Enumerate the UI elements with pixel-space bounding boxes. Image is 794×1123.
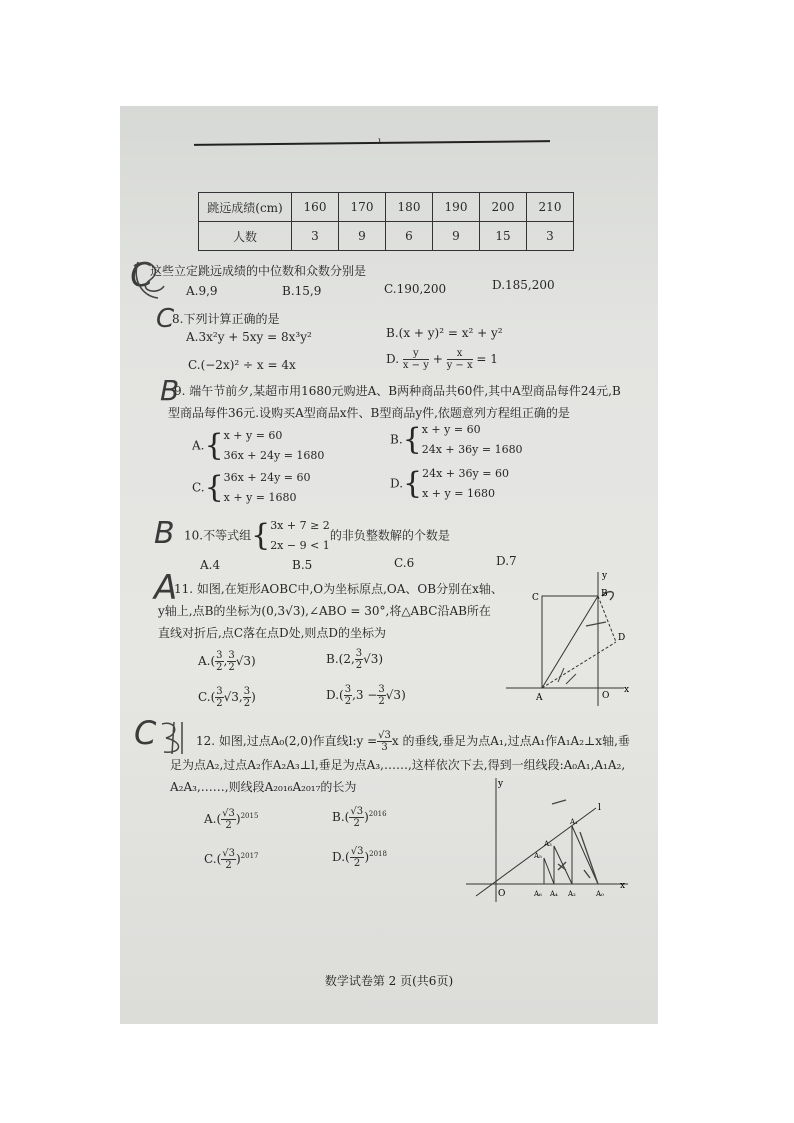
- q9-option-a: [192, 426, 324, 466]
- q8-option-d: D. $\frac{y}{x - y}$ + $\frac{x}{y - x}$ = 1: [386, 348, 498, 371]
- point-label-a1: A₁: [570, 818, 578, 826]
- handwritten-answer-q7: C: [127, 254, 155, 296]
- point-label-a2: A₂: [568, 890, 576, 898]
- fraction: [403, 348, 429, 371]
- option-tail: √3): [363, 652, 384, 666]
- q12-option-d: D.( $\frac{√3}{2}$ )$^{2018}$: [332, 846, 387, 869]
- axis-label-y: y: [498, 779, 504, 789]
- q7-option-d: D.185,200: [492, 278, 555, 292]
- q12-line1-tail: x 的垂线,垂足为点A₁,过点A₁作A₁A₂⊥x轴,垂: [391, 734, 630, 748]
- question-9-line1: 9. 端午节前夕,某超市用1680元购进A、B两种商品共60件,其中A型商品每件24元,B: [174, 384, 621, 398]
- q8-option-c: C.(−2x)² ÷ x = 4x: [188, 358, 296, 372]
- option-label: B.(2,: [326, 652, 355, 666]
- table-cell: 9: [433, 222, 480, 251]
- equation-system: [422, 464, 509, 504]
- brace: {: [204, 470, 224, 505]
- handwritten-answer-q9: B: [160, 374, 180, 407]
- fraction-numerator: 3: [355, 648, 363, 659]
- fraction-numerator: 3: [216, 686, 223, 697]
- question-11-line3: 直线对折后,点C落在点D处,则点D的坐标为: [158, 626, 387, 640]
- table-row: [199, 193, 574, 222]
- table-header-cell: 人数: [199, 222, 292, 251]
- question-11-line1: 11. 如图,在矩形AOBC中,O为坐标原点,OA、OB分别在x轴、: [174, 582, 503, 596]
- q7-option-c: C.190,200: [384, 282, 447, 296]
- q10-option-b: B.5: [292, 558, 313, 572]
- handwritten-answer-q12: C: [134, 714, 157, 752]
- point-label-d: D: [618, 633, 626, 643]
- fraction-denominator: 2: [243, 698, 251, 709]
- q9-option-c: [192, 468, 311, 508]
- exponent: 2015: [240, 812, 259, 820]
- table-cell: 3: [292, 222, 339, 251]
- fraction: [377, 730, 392, 753]
- fraction: [243, 686, 251, 709]
- option-label: C.(: [198, 690, 216, 704]
- fraction: [377, 684, 385, 707]
- q11-option-c: [198, 686, 256, 709]
- fraction-denominator: 2: [225, 860, 232, 871]
- table-cell: 200: [480, 193, 527, 222]
- scribble-mark: [158, 718, 194, 758]
- axis-label-x: x: [620, 881, 626, 891]
- fraction: [215, 650, 223, 673]
- point-label-a5: A₅: [534, 852, 542, 860]
- q12-option-c: C.( $\frac{√3}{2}$ )$^{2017}$: [204, 848, 259, 871]
- point-label-a3: A₃: [544, 840, 552, 848]
- equation: x + y = 60: [223, 429, 283, 442]
- q10-option-a: A.4: [200, 558, 221, 572]
- fraction-numerator: 3: [228, 650, 235, 661]
- pencil-mark: [558, 668, 576, 684]
- option-mid: √3,: [223, 690, 243, 704]
- question-10: [184, 516, 450, 556]
- option-label: D.: [390, 476, 404, 491]
- question-7-text: 这些立定跳远成绩的中位数和众数分别是: [150, 264, 367, 278]
- brace: {: [204, 428, 224, 463]
- handwritten-answer-q10: B: [154, 516, 175, 551]
- q10-option-c: C.6: [394, 556, 415, 570]
- q12-option-b: B.( $\frac{√3}{2}$ )$^{2016}$: [332, 806, 387, 829]
- q10-option-d: D.7: [496, 554, 517, 568]
- pencil-mark: [552, 800, 590, 878]
- point-label-a: A: [536, 693, 543, 703]
- brace: {: [403, 466, 423, 501]
- table-cell: 190: [433, 193, 480, 222]
- fraction-numerator: √3: [350, 806, 364, 817]
- question-8-text: 8.下列计算正确的是: [172, 312, 280, 326]
- brace: {: [402, 422, 422, 457]
- fraction: [350, 846, 365, 869]
- table-row: [199, 222, 574, 251]
- option-label: D.(: [332, 850, 350, 864]
- q10-prefix: 10.不等式组: [184, 528, 252, 543]
- fraction-numerator: 3: [344, 684, 352, 695]
- fraction-numerator: √3: [378, 730, 391, 741]
- option-label: C.: [192, 480, 205, 495]
- option-label: A.(: [204, 812, 222, 826]
- q8-option-b: B.(x + y)² = x² + y²: [386, 326, 503, 340]
- axis-label-x: x: [624, 685, 630, 695]
- option-label: A.(: [198, 654, 216, 668]
- table-header-cell: 跳远成绩(cm): [199, 193, 292, 222]
- table-cell: 180: [386, 193, 433, 222]
- option-label: B.(: [332, 810, 350, 824]
- table-cell: 9: [339, 222, 386, 251]
- fraction-denominator: 2: [355, 660, 363, 671]
- fraction-denominator: 2: [378, 696, 385, 707]
- fraction: [221, 808, 236, 831]
- perpendicular-chain: [544, 826, 598, 884]
- point-label-o: O: [602, 691, 610, 701]
- point-label-c: C: [532, 593, 539, 603]
- q7-option-b: B.15,9: [282, 284, 322, 298]
- equation: 36x + 24y = 1680: [223, 449, 325, 462]
- brace: {: [251, 518, 271, 553]
- q10-suffix: 的非负整数解的个数是: [329, 528, 450, 543]
- table-cell: 160: [292, 193, 339, 222]
- fraction-denominator: 2: [216, 662, 223, 673]
- fraction: [349, 806, 364, 829]
- fraction-numerator: √3: [350, 846, 364, 857]
- fraction-denominator: 2: [225, 820, 232, 831]
- q11-option-a: A.( $\frac{3}{2}$ , $\frac{3}{2}$ √3): [198, 650, 256, 673]
- question-12-line1: [196, 730, 630, 753]
- table-cell: 15: [480, 222, 527, 251]
- inequality: 3x + 7 ≥ 2: [270, 519, 330, 532]
- inequality-system: [270, 516, 330, 556]
- q8-option-d-tail: = 1: [476, 352, 498, 366]
- table-cell: 210: [527, 193, 574, 222]
- fraction-numerator: 3: [378, 684, 385, 695]
- equation: x + y = 60: [421, 423, 481, 436]
- top-mark: ı: [378, 136, 382, 147]
- q11-option-d: [326, 684, 406, 707]
- fold-line: [542, 642, 616, 688]
- option-tail: ): [251, 690, 256, 704]
- point-label-b: B: [601, 589, 608, 599]
- fraction: [227, 650, 235, 673]
- point-label-a4: A₄: [550, 890, 558, 898]
- fraction-denominator: 3: [381, 742, 388, 753]
- fraction-numerator: 3: [243, 686, 251, 697]
- fraction-denominator: y − x: [446, 360, 473, 371]
- fraction-denominator: 2: [216, 698, 223, 709]
- option-tail: √3): [385, 688, 406, 702]
- point-label-a6: A₆: [534, 890, 542, 898]
- scanned-page: [120, 106, 658, 1024]
- q11-figure: [506, 566, 656, 716]
- fraction-denominator: 2: [228, 662, 235, 673]
- top-rule: [194, 140, 550, 146]
- option-label: B.: [390, 432, 403, 447]
- exponent: 2018: [369, 850, 387, 858]
- option-label: A.: [192, 438, 205, 453]
- q7-option-a: A.9,9: [186, 284, 218, 298]
- fraction: [221, 848, 236, 871]
- equation: x + y = 1680: [422, 487, 495, 500]
- table-cell: 6: [386, 222, 433, 251]
- exponent: 2017: [240, 852, 259, 860]
- question-9-line2: 型商品每件36元.设购买A型商品x件、B型商品y件,依题意列方程组正确的是: [168, 406, 570, 420]
- fraction-denominator: x − y: [402, 360, 429, 371]
- table-cell: 3: [527, 222, 574, 251]
- equation: 36x + 24y = 60: [223, 471, 311, 484]
- fraction: [215, 686, 223, 709]
- page-footer: 数学试卷第 2 页(共6页): [324, 974, 454, 988]
- fraction-numerator: 3: [216, 650, 223, 661]
- equation-system: [422, 420, 523, 460]
- q12-line1-text: 12. 如图,过点A₀(2,0)作直线l:y =: [196, 734, 378, 748]
- segment-ab: [542, 596, 598, 688]
- fraction-denominator: 2: [344, 696, 352, 707]
- fraction-numerator: x: [447, 348, 473, 360]
- equation-system: [224, 426, 325, 466]
- handwritten-answer-q11: A: [154, 568, 178, 608]
- option-label: D.(: [326, 688, 344, 702]
- q8-option-d-label: D.: [386, 352, 400, 366]
- option-mid: ,3 −: [352, 688, 378, 702]
- inequality: 2x − 9 < 1: [270, 539, 330, 552]
- fraction: [344, 684, 352, 707]
- q9-option-b: [390, 420, 523, 460]
- option-label: C.(: [204, 852, 222, 866]
- fraction-numerator: y: [403, 348, 429, 360]
- fraction-denominator: 2: [353, 818, 360, 829]
- score-table: [198, 192, 574, 251]
- fold-line: [598, 596, 616, 642]
- question-12-line2: 足为点A₂,过点A₂作A₂A₃⊥l,垂足为点A₃,……,这样依次下去,得到一组线段:A₀A₁,A₁A₂,: [170, 758, 626, 772]
- question-12-line3: A₂A₃,……,则线段A₂₀₁₆A₂₀₁₇的长为: [170, 780, 357, 794]
- option-tail: √3): [235, 654, 256, 668]
- q11-option-b: [326, 648, 383, 671]
- fraction: [447, 348, 473, 371]
- fraction: [355, 648, 363, 671]
- equation: 24x + 36y = 1680: [421, 443, 523, 456]
- point-label-a0: A₀: [596, 890, 604, 898]
- q12-figure: [462, 774, 640, 906]
- q12-option-a: A.( $\frac{√3}{2}$ )$^{2015}$: [204, 808, 259, 831]
- exponent: 2016: [368, 810, 387, 818]
- handwritten-answer-q8: C: [156, 304, 175, 334]
- line-label-l: l: [598, 803, 601, 813]
- equation: 24x + 36y = 60: [422, 467, 509, 480]
- fraction-numerator: √3: [222, 848, 235, 859]
- fraction-numerator: √3: [222, 808, 235, 819]
- q8-option-a: A.3x²y + 5xy = 8x³y²: [186, 330, 312, 344]
- equation-system: [224, 468, 311, 508]
- q9-option-d: [390, 464, 509, 504]
- point-label-o: O: [498, 889, 506, 899]
- equation: x + y = 1680: [223, 491, 297, 504]
- question-11-line2: y轴上,点B的坐标为(0,3√3),∠ABO = 30°,将△ABC沿AB所在: [158, 604, 491, 618]
- table-cell: 170: [339, 193, 386, 222]
- axis-label-y: y: [602, 571, 608, 581]
- fraction-denominator: 2: [353, 858, 361, 869]
